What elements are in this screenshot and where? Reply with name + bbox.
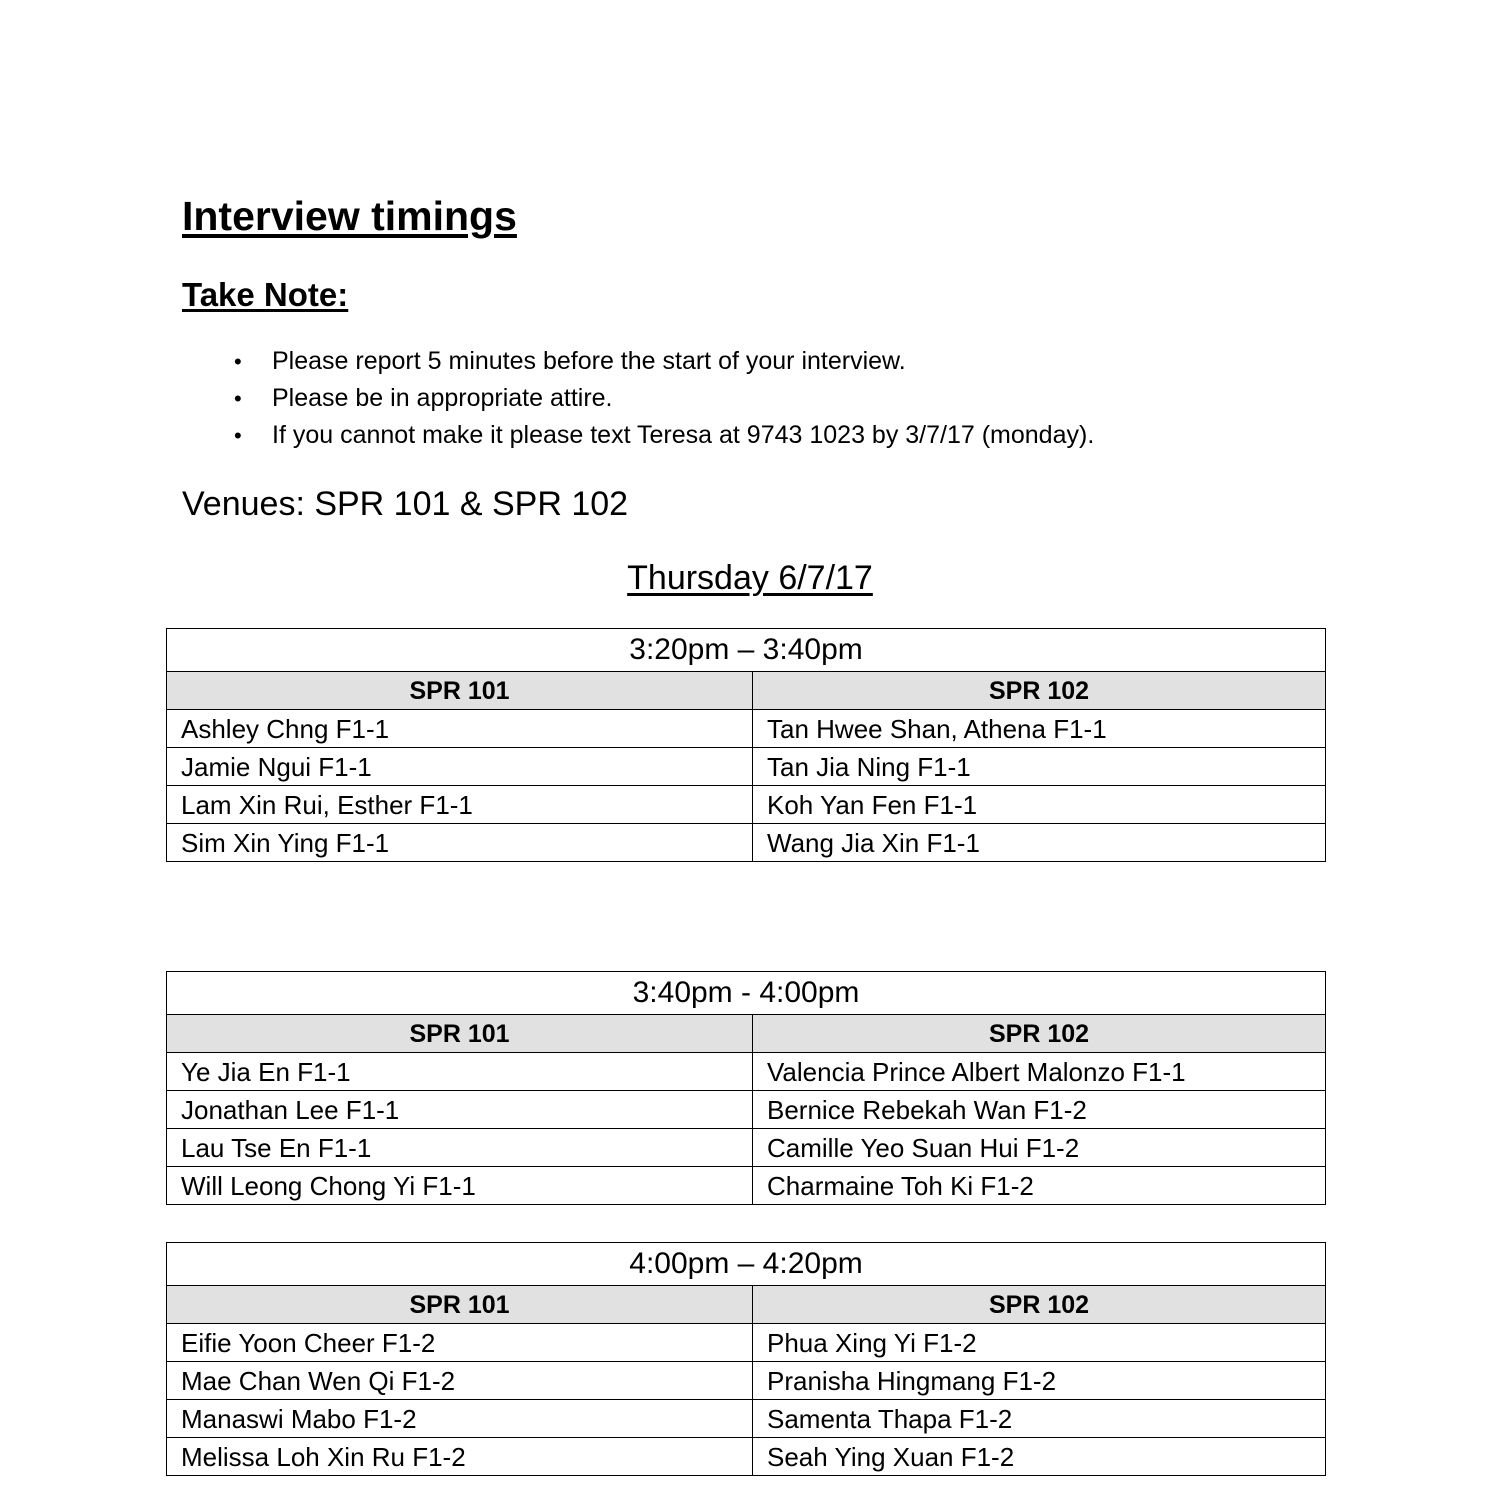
name-cell: Jonathan Lee F1-1	[167, 1091, 753, 1129]
table-row	[167, 1091, 1326, 1129]
name-cell: Mae Chan Wen Qi F1-2	[167, 1362, 753, 1400]
timeslot-table	[166, 628, 1326, 862]
name-cell: Phua Xing Yi F1-2	[753, 1324, 1326, 1362]
table-row	[167, 710, 1326, 748]
note-item	[182, 417, 1094, 454]
timeslot-header-row	[167, 972, 1326, 1015]
venue-header-spr102: SPR 102	[753, 1015, 1326, 1053]
venue-header-row	[167, 672, 1326, 710]
name-cell: Koh Yan Fen F1-1	[753, 786, 1326, 824]
table-row	[167, 1167, 1326, 1205]
venue-header-spr102: SPR 102	[753, 672, 1326, 710]
name-cell: Wang Jia Xin F1-1	[753, 824, 1326, 862]
name-cell: Charmaine Toh Ki F1-2	[753, 1167, 1326, 1205]
venue-header-spr101: SPR 101	[167, 672, 753, 710]
name-cell: Valencia Prince Albert Malonzo F1-1	[753, 1053, 1326, 1091]
table-row	[167, 786, 1326, 824]
bullet-icon: •	[234, 423, 242, 448]
timeslot-header-row	[167, 1243, 1326, 1286]
timeslot-table	[166, 1242, 1326, 1476]
name-cell: Sim Xin Ying F1-1	[167, 824, 753, 862]
note-item	[182, 343, 1094, 380]
note-text: If you cannot make it please text Teresa at 9743 1023 by 3/7/17 (monday).	[272, 421, 1095, 449]
name-cell: Samenta Thapa F1-2	[753, 1400, 1326, 1438]
day-heading	[0, 556, 1500, 600]
name-cell: Pranisha Hingmang F1-2	[753, 1362, 1326, 1400]
name-cell: Eifie Yoon Cheer F1-2	[167, 1324, 753, 1362]
name-cell: Ye Jia En F1-1	[167, 1053, 753, 1091]
name-cell: Camille Yeo Suan Hui F1-2	[753, 1129, 1326, 1167]
venue-header-spr101: SPR 101	[167, 1015, 753, 1053]
take-note-heading: Take Note:	[182, 276, 349, 313]
name-cell: Lau Tse En F1-1	[167, 1129, 753, 1167]
note-text: Please be in appropriate attire.	[272, 384, 613, 412]
name-cell: Tan Jia Ning F1-1	[753, 748, 1326, 786]
table-row	[167, 1053, 1326, 1091]
name-cell: Ashley Chng F1-1	[167, 710, 753, 748]
day-label: Thursday 6/7/17	[627, 559, 873, 597]
timeslot-time: 4:00pm – 4:20pm	[167, 1243, 1326, 1286]
table-row	[167, 824, 1326, 862]
bullet-icon: •	[234, 386, 242, 411]
name-cell: Jamie Ngui F1-1	[167, 748, 753, 786]
name-cell: Tan Hwee Shan, Athena F1-1	[753, 710, 1326, 748]
table-row	[167, 748, 1326, 786]
venue-header-spr102: SPR 102	[753, 1286, 1326, 1324]
name-cell: Melissa Loh Xin Ru F1-2	[167, 1438, 753, 1476]
name-cell: Seah Ying Xuan F1-2	[753, 1438, 1326, 1476]
table-row	[167, 1400, 1326, 1438]
name-cell: Manaswi Mabo F1-2	[167, 1400, 753, 1438]
timeslot-time: 3:20pm – 3:40pm	[167, 629, 1326, 672]
note-item	[182, 380, 1094, 417]
venue-header-row	[167, 1015, 1326, 1053]
page-title: Interview timings	[182, 193, 517, 239]
table-row	[167, 1129, 1326, 1167]
timeslot-time: 3:40pm - 4:00pm	[167, 972, 1326, 1015]
notes-list	[182, 343, 1094, 454]
timeslot-header-row	[167, 629, 1326, 672]
venue-header-spr101: SPR 101	[167, 1286, 753, 1324]
table-row	[167, 1438, 1326, 1476]
bullet-icon: •	[234, 349, 242, 374]
venue-header-row	[167, 1286, 1326, 1324]
name-cell: Bernice Rebekah Wan F1-2	[753, 1091, 1326, 1129]
table-row	[167, 1324, 1326, 1362]
table-row	[167, 1362, 1326, 1400]
venues-line: Venues: SPR 101 & SPR 102	[182, 485, 629, 523]
name-cell: Will Leong Chong Yi F1-1	[167, 1167, 753, 1205]
name-cell: Lam Xin Rui, Esther F1-1	[167, 786, 753, 824]
timeslot-table	[166, 971, 1326, 1205]
note-text: Please report 5 minutes before the start of your interview.	[272, 347, 906, 375]
